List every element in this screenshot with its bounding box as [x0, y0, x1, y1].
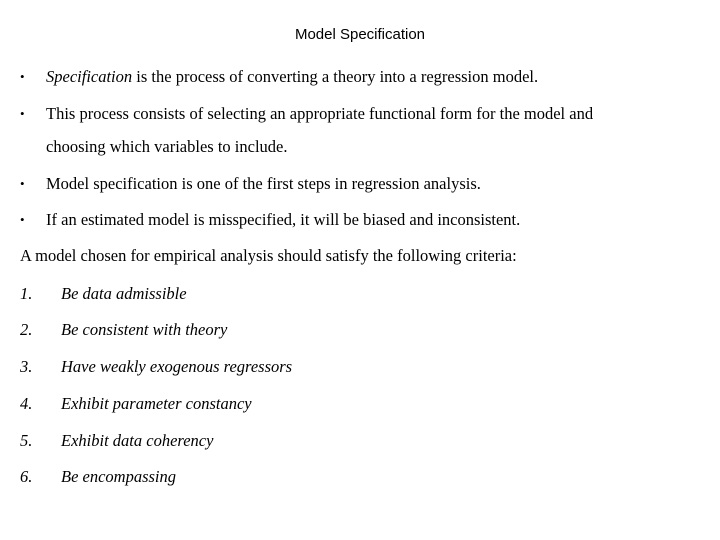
bullet-text: [46, 67, 538, 87]
criteria-number: 1.: [20, 284, 33, 303]
bullet-marker: •: [20, 69, 25, 84]
criteria-text: Exhibit parameter constancy: [61, 394, 252, 413]
criteria-number: 4.: [20, 394, 33, 413]
criteria-number: 3.: [20, 357, 33, 376]
emphasis-term: Specification: [46, 67, 133, 86]
bullet-marker: •: [20, 212, 25, 227]
bullet-text: If an estimated model is misspecified, it will be biased and inconsistent.: [46, 210, 521, 229]
criteria-number: 6.: [20, 467, 33, 486]
bullet-text: choosing which variables to include.: [46, 137, 288, 156]
criteria-number: 5.: [20, 431, 33, 450]
bullet-text: Model specification is one of the first steps in regression analysis.: [46, 174, 481, 193]
criteria-text: Be encompassing: [61, 467, 177, 486]
criteria-number: 2.: [20, 320, 33, 339]
bullet-text: This process consists of selecting an appropriate functional form for the model and: [46, 104, 594, 123]
bullet-text-rest: is the process of converting a theory into a regression model.: [132, 67, 539, 86]
page-title: Model Specification: [294, 26, 426, 43]
bullet-marker: •: [20, 106, 25, 121]
criteria-text: Exhibit data coherency: [61, 431, 214, 450]
bullet-marker: •: [20, 176, 25, 191]
criteria-text: Be consistent with theory: [61, 320, 228, 339]
criteria-text: Have weakly exogenous regressors: [61, 357, 293, 376]
criteria-intro: A model chosen for empirical analysis should satisfy the following criteria:: [20, 246, 517, 265]
criteria-text: Be data admissible: [61, 284, 187, 303]
